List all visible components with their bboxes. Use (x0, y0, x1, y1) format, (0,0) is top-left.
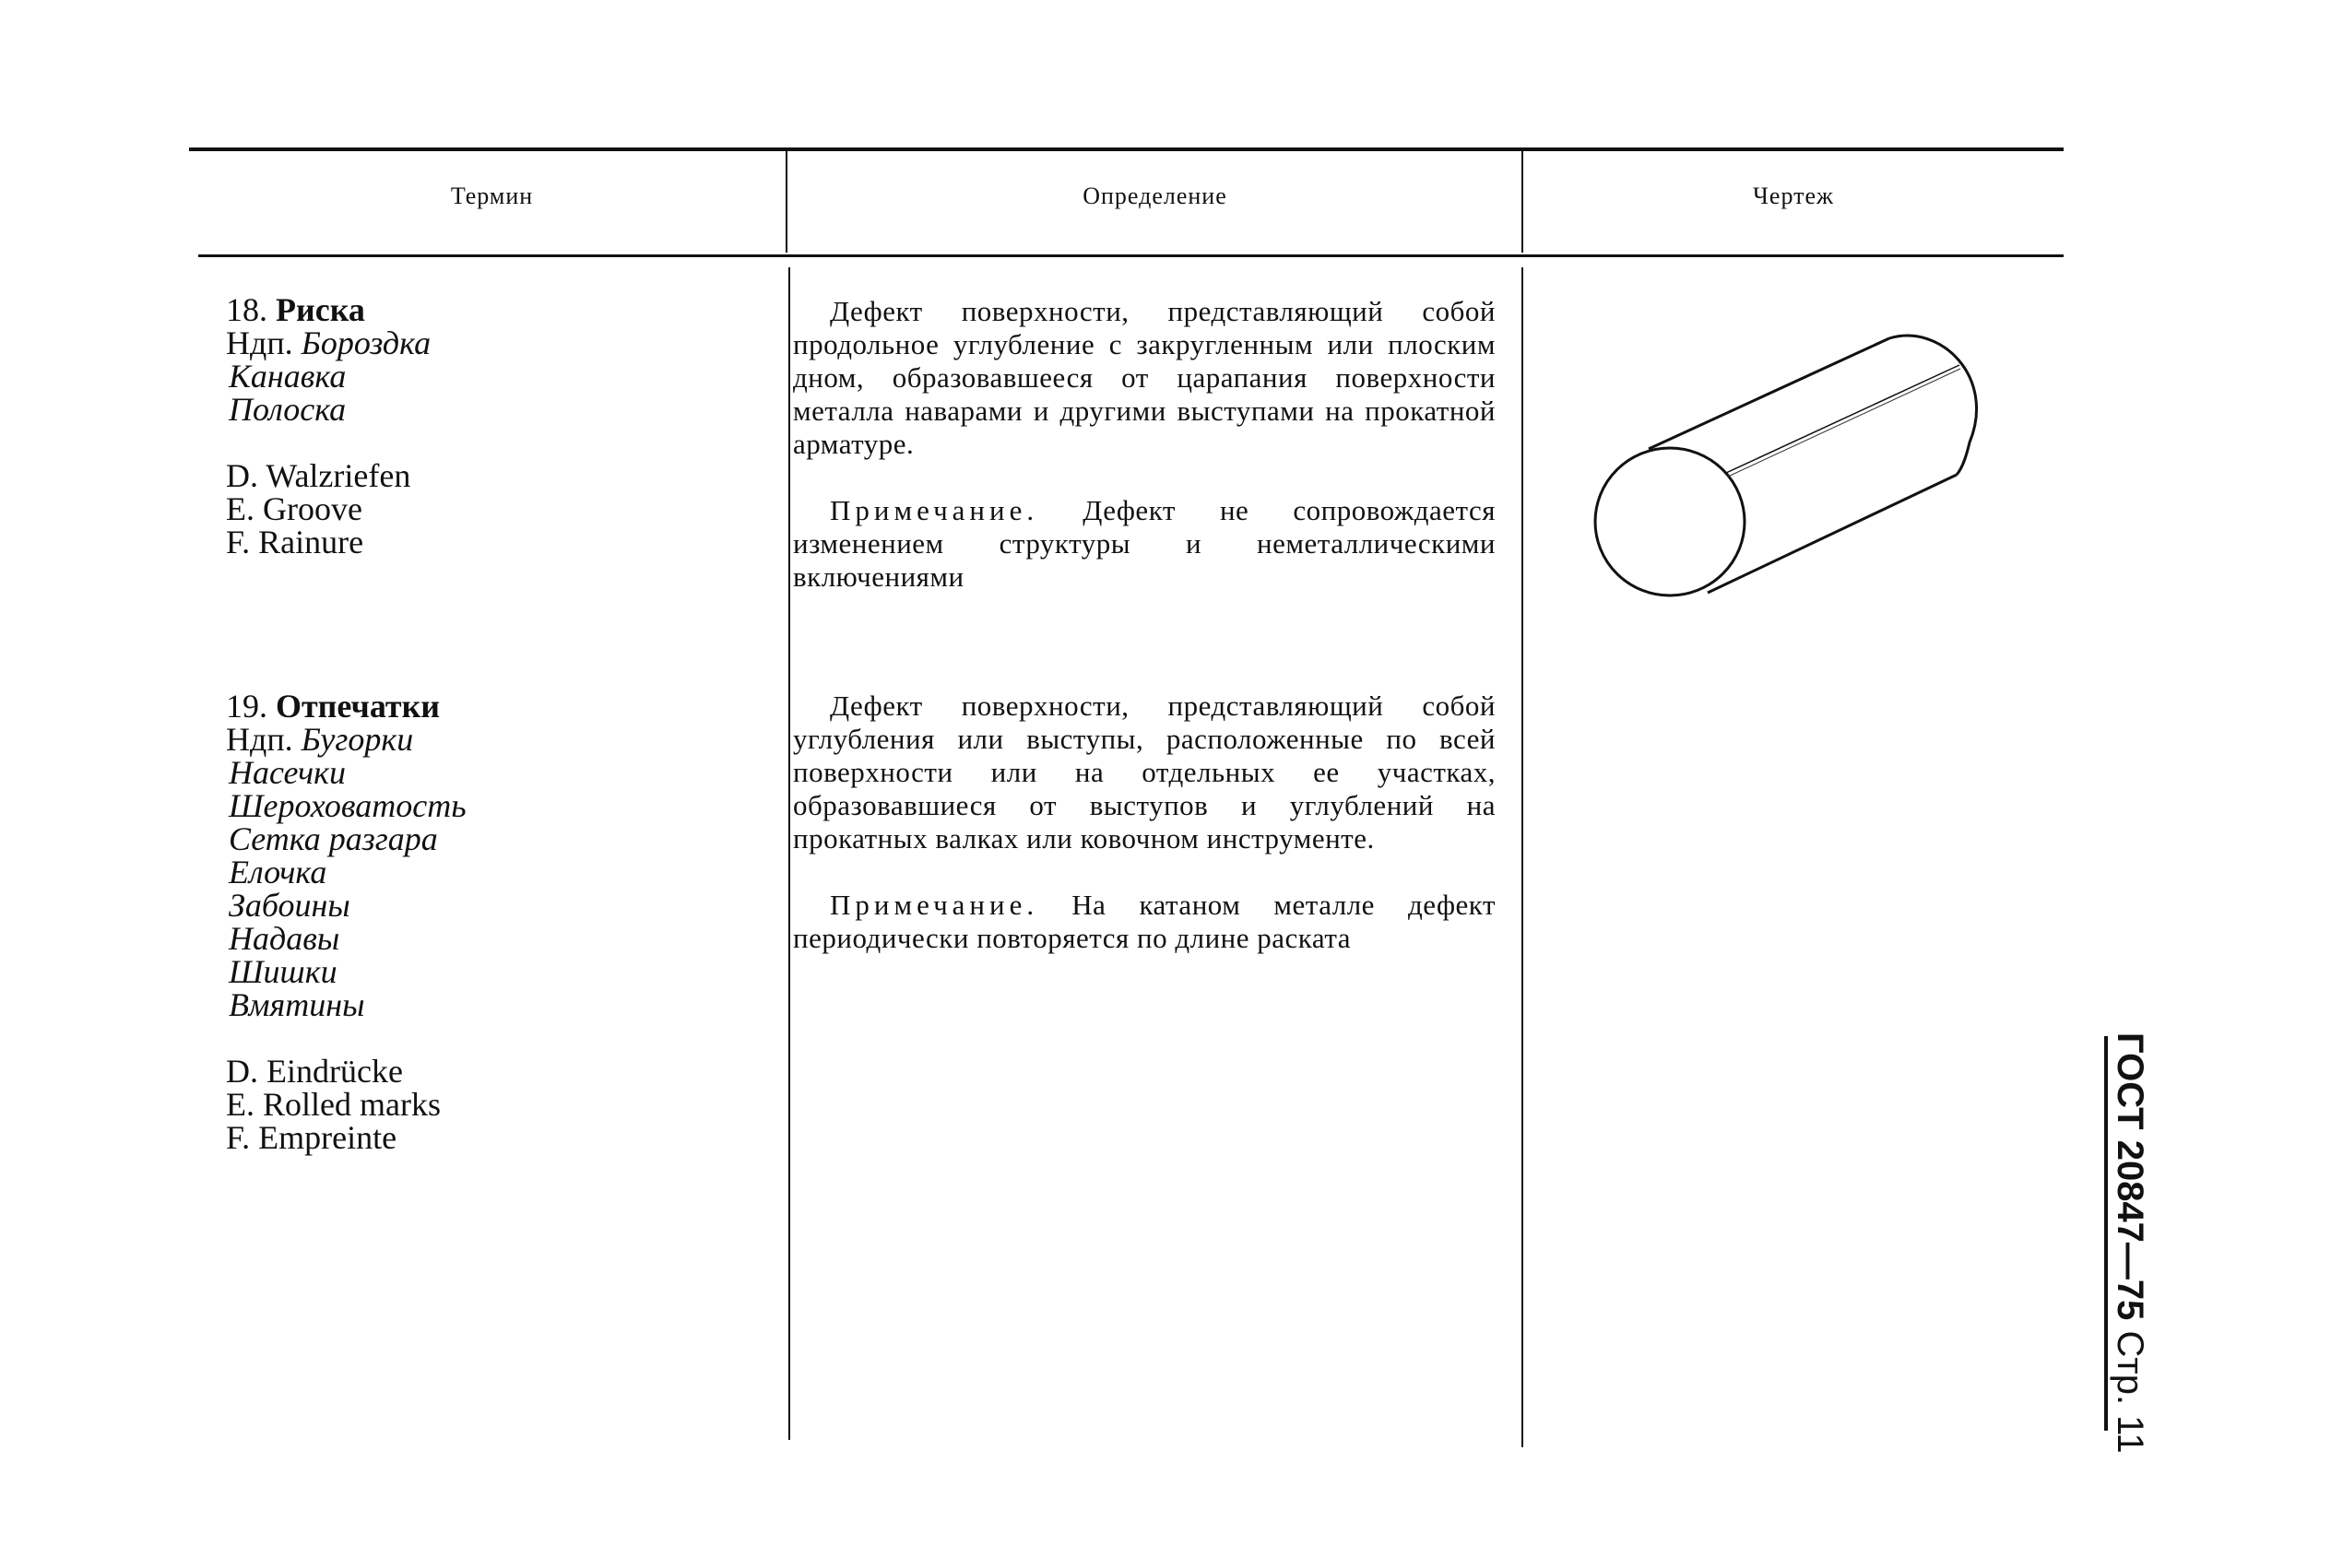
ndp-term: Бугорки (301, 721, 414, 758)
ndp-term: Елочка (229, 854, 327, 890)
side-label (2102, 1032, 2154, 1454)
ndp-term: Надавы (229, 920, 340, 957)
cylinder-drawing (1568, 313, 2029, 608)
note-text: Дефект не сопровождается изменением структуры и неметаллическими включениями (793, 494, 1497, 593)
foreign-term: F. Empreinte (226, 1119, 397, 1156)
note-label: Примечание. (830, 889, 1039, 921)
cylinder-top-edge (1649, 338, 1889, 449)
ndp-label: Ндп. (226, 324, 293, 361)
definition-note (793, 494, 1496, 594)
ndp-term: Сетка разгара (229, 820, 438, 857)
ndp-term: Шероховатость (229, 787, 467, 824)
scratch-line-shadow (1728, 369, 1960, 477)
ndp-term: Забоины (229, 887, 350, 924)
foreign-term: E. Groove (226, 490, 362, 527)
cylinder-bottom-edge (1708, 475, 1957, 593)
header-definition: Определение (1083, 183, 1227, 209)
note-text: На катаном металле дефект периодически повторяется по длине раската (793, 889, 1496, 954)
term-number: 19. (226, 688, 267, 725)
definition-note (793, 889, 1496, 955)
column-divider-1-body (788, 267, 790, 1440)
definition-18 (793, 295, 1496, 594)
header-term: Термин (450, 183, 534, 209)
term-number: 18. (226, 291, 267, 328)
ndp-term: Бороздка (301, 324, 432, 361)
definition-text: Дефект поверхности, представляющий собой углубления или выступы, расположенные по всей поверхности или на отдельных ее участках, образовавшиеся от выступов и углублений на прокатных валках или ковочном инструменте. (793, 690, 1496, 855)
note-label: Примечание. (830, 494, 1039, 526)
standard-number: ГОСТ 20847—75 (2110, 1032, 2150, 1321)
definition-19 (793, 690, 1496, 955)
header-bottom-rule (198, 254, 2064, 257)
side-label-bar (2104, 1036, 2108, 1431)
term-title: Риска (276, 291, 365, 328)
term-19 (226, 690, 467, 1154)
column-divider-2-body (1521, 267, 1523, 1447)
foreign-term: D. Walzriefen (226, 457, 411, 494)
term-title: Отпечатки (276, 688, 441, 725)
ndp-term: Шишки (229, 953, 337, 990)
ndp-term: Вмятины (229, 986, 365, 1023)
ndp-term: Полоска (229, 391, 347, 428)
foreign-term: E. Rolled marks (226, 1086, 441, 1123)
foreign-term: D. Eindrücke (226, 1053, 403, 1090)
ndp-label: Ндп. (226, 721, 293, 758)
foreign-term: F. Rainure (226, 524, 364, 560)
ndp-term: Насечки (229, 754, 347, 791)
scratch-line (1726, 365, 1959, 473)
page-number: Стр. 11 (2110, 1330, 2150, 1454)
cylinder-near-end (1595, 448, 1745, 595)
header-drawing: Чертеж (1753, 183, 1834, 209)
table-top-rule (189, 147, 2064, 151)
term-18 (226, 293, 431, 559)
definition-text: Дефект поверхности, представляющий собой продольное углубление с закругленным или плоским дном, образовавшееся от царапания поверхности металла наварами и другими выступами на прокатной арматуре. (793, 295, 1496, 460)
column-divider-1 (786, 151, 787, 253)
ndp-term: Канавка (229, 358, 347, 395)
cylinder-far-end (1889, 336, 1977, 475)
